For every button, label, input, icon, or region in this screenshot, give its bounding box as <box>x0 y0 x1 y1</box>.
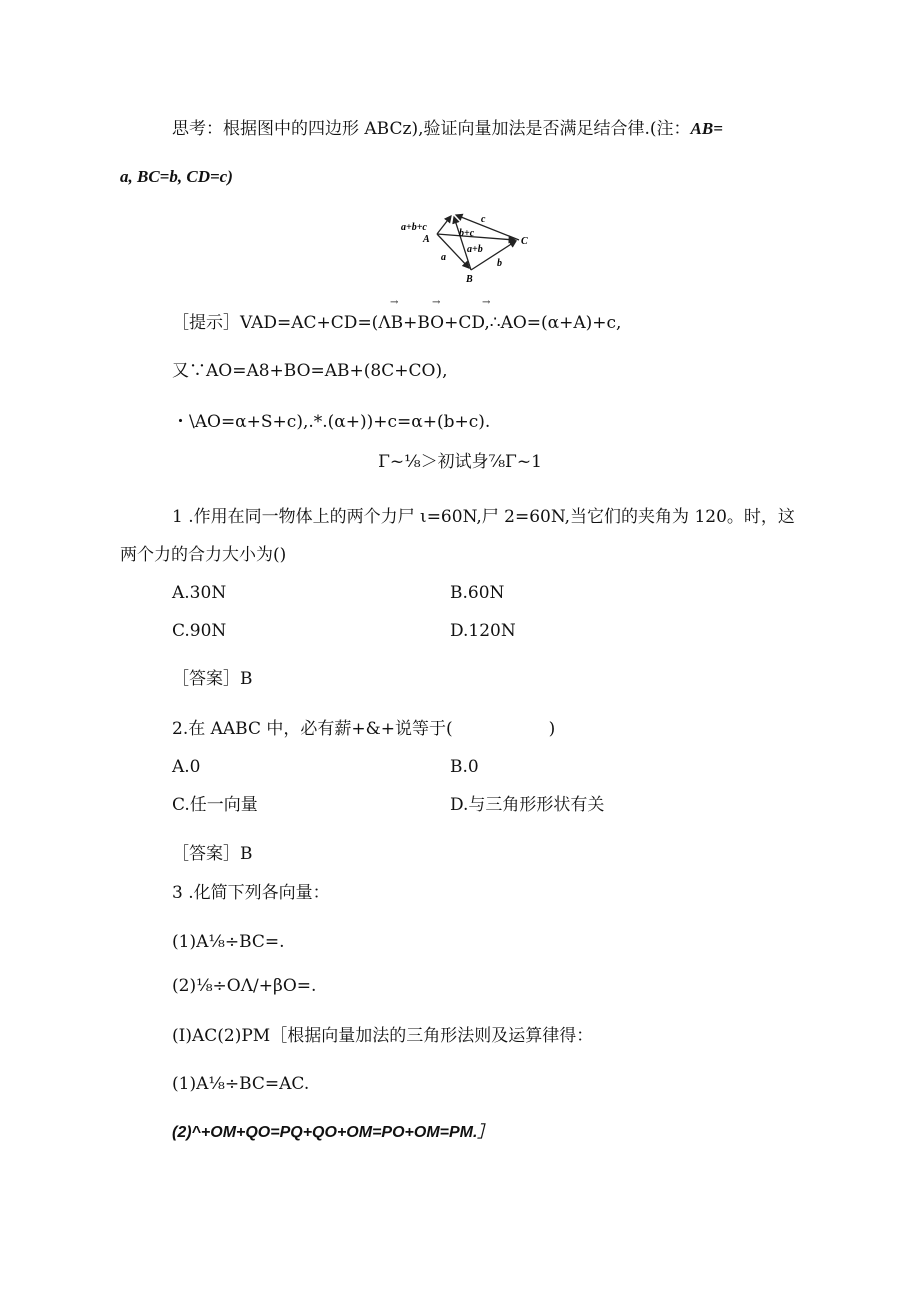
label-b-plus-c: b+c <box>459 228 475 239</box>
q3-solution-1: (I)AC(2)PM［根据向量加法的三角形法则及运算律得： <box>172 1026 594 1046</box>
q3-sub-1: (1)A⅛÷BC=. <box>172 932 285 952</box>
q1-option-c: C.90N <box>172 621 227 641</box>
label-a-plus-b-plus-c: a+b+c <box>401 222 427 233</box>
section-title: Γ~⅛＞初试身⅞Γ~1 <box>378 452 542 472</box>
hint-line-2: 又∵AO=A8+BO=AB+(8C+CO), <box>172 361 448 381</box>
q1-stem-line-2: 两个力的合力大小为() <box>120 545 287 565</box>
vector-arrow-1: → <box>390 297 399 308</box>
think-formula: AB= <box>690 119 723 138</box>
think-text: 思考：根据图中的四边形 ABCz),验证向量加法是否满足结合律.(注： <box>172 119 691 139</box>
q2-option-c: C.任一向量 <box>172 795 258 815</box>
label-c: c <box>481 214 486 225</box>
q1-stem-line-1: 1 .作用在同一物体上的两个力尸 ι=60N,尸 2=60N,当它们的夹角为 120。时，这 <box>172 507 795 527</box>
vector-arrow-2: → <box>432 297 441 308</box>
q2-option-d: D.与三角形形状有关 <box>450 795 605 815</box>
q3-solution-2: (1)A⅛÷BC=AC. <box>172 1074 310 1094</box>
q3-stem: 3 .化简下列各向量： <box>172 883 330 903</box>
label-point-A: A <box>423 234 430 245</box>
q1-option-b: B.60N <box>450 583 505 603</box>
label-point-B: B <box>466 274 473 285</box>
label-b: b <box>497 258 502 269</box>
think-line-1 <box>172 118 723 140</box>
label-a: a <box>441 252 446 263</box>
vector-a-plus-b <box>437 234 515 240</box>
q1-option-a: A.30N <box>172 583 227 603</box>
q3-sub-2: (2)⅛÷OΛ∕+βO=. <box>172 976 317 996</box>
vector-arrow-3: → <box>482 297 491 308</box>
q2-stem-close: ) <box>548 719 556 739</box>
quadrilateral-figure <box>395 208 535 286</box>
q2-option-a: A.0 <box>172 757 201 777</box>
q2-stem <box>172 718 555 740</box>
hint-line-3: ・\AO=α+S+c),.*.(α+))+c=α+(b+c). <box>172 412 491 432</box>
q1-option-d: D.120N <box>450 621 516 641</box>
label-point-C: C <box>521 236 528 247</box>
hint-line-1: ［提示］VAD=AC+CD=(ΛB+BO+CD,∴AO=(α+A)+c, <box>172 313 622 333</box>
q3-solution-3: (2)^+OM+QO=PQ+QO+OM=PO+OM=PM.］ <box>172 1124 494 1141</box>
label-a-plus-b: a+b <box>467 244 483 255</box>
think-line-2: a, BC=b, CD=c) <box>120 167 233 186</box>
q2-answer: ［答案］B <box>172 844 253 864</box>
q2-stem-text: 2.在 AABC 中，必有薪+&+说等于( <box>172 719 453 739</box>
q2-option-b: B.0 <box>450 757 479 777</box>
vector-a-plus-b-plus-c <box>437 216 451 234</box>
q1-answer: ［答案］B <box>172 669 253 689</box>
